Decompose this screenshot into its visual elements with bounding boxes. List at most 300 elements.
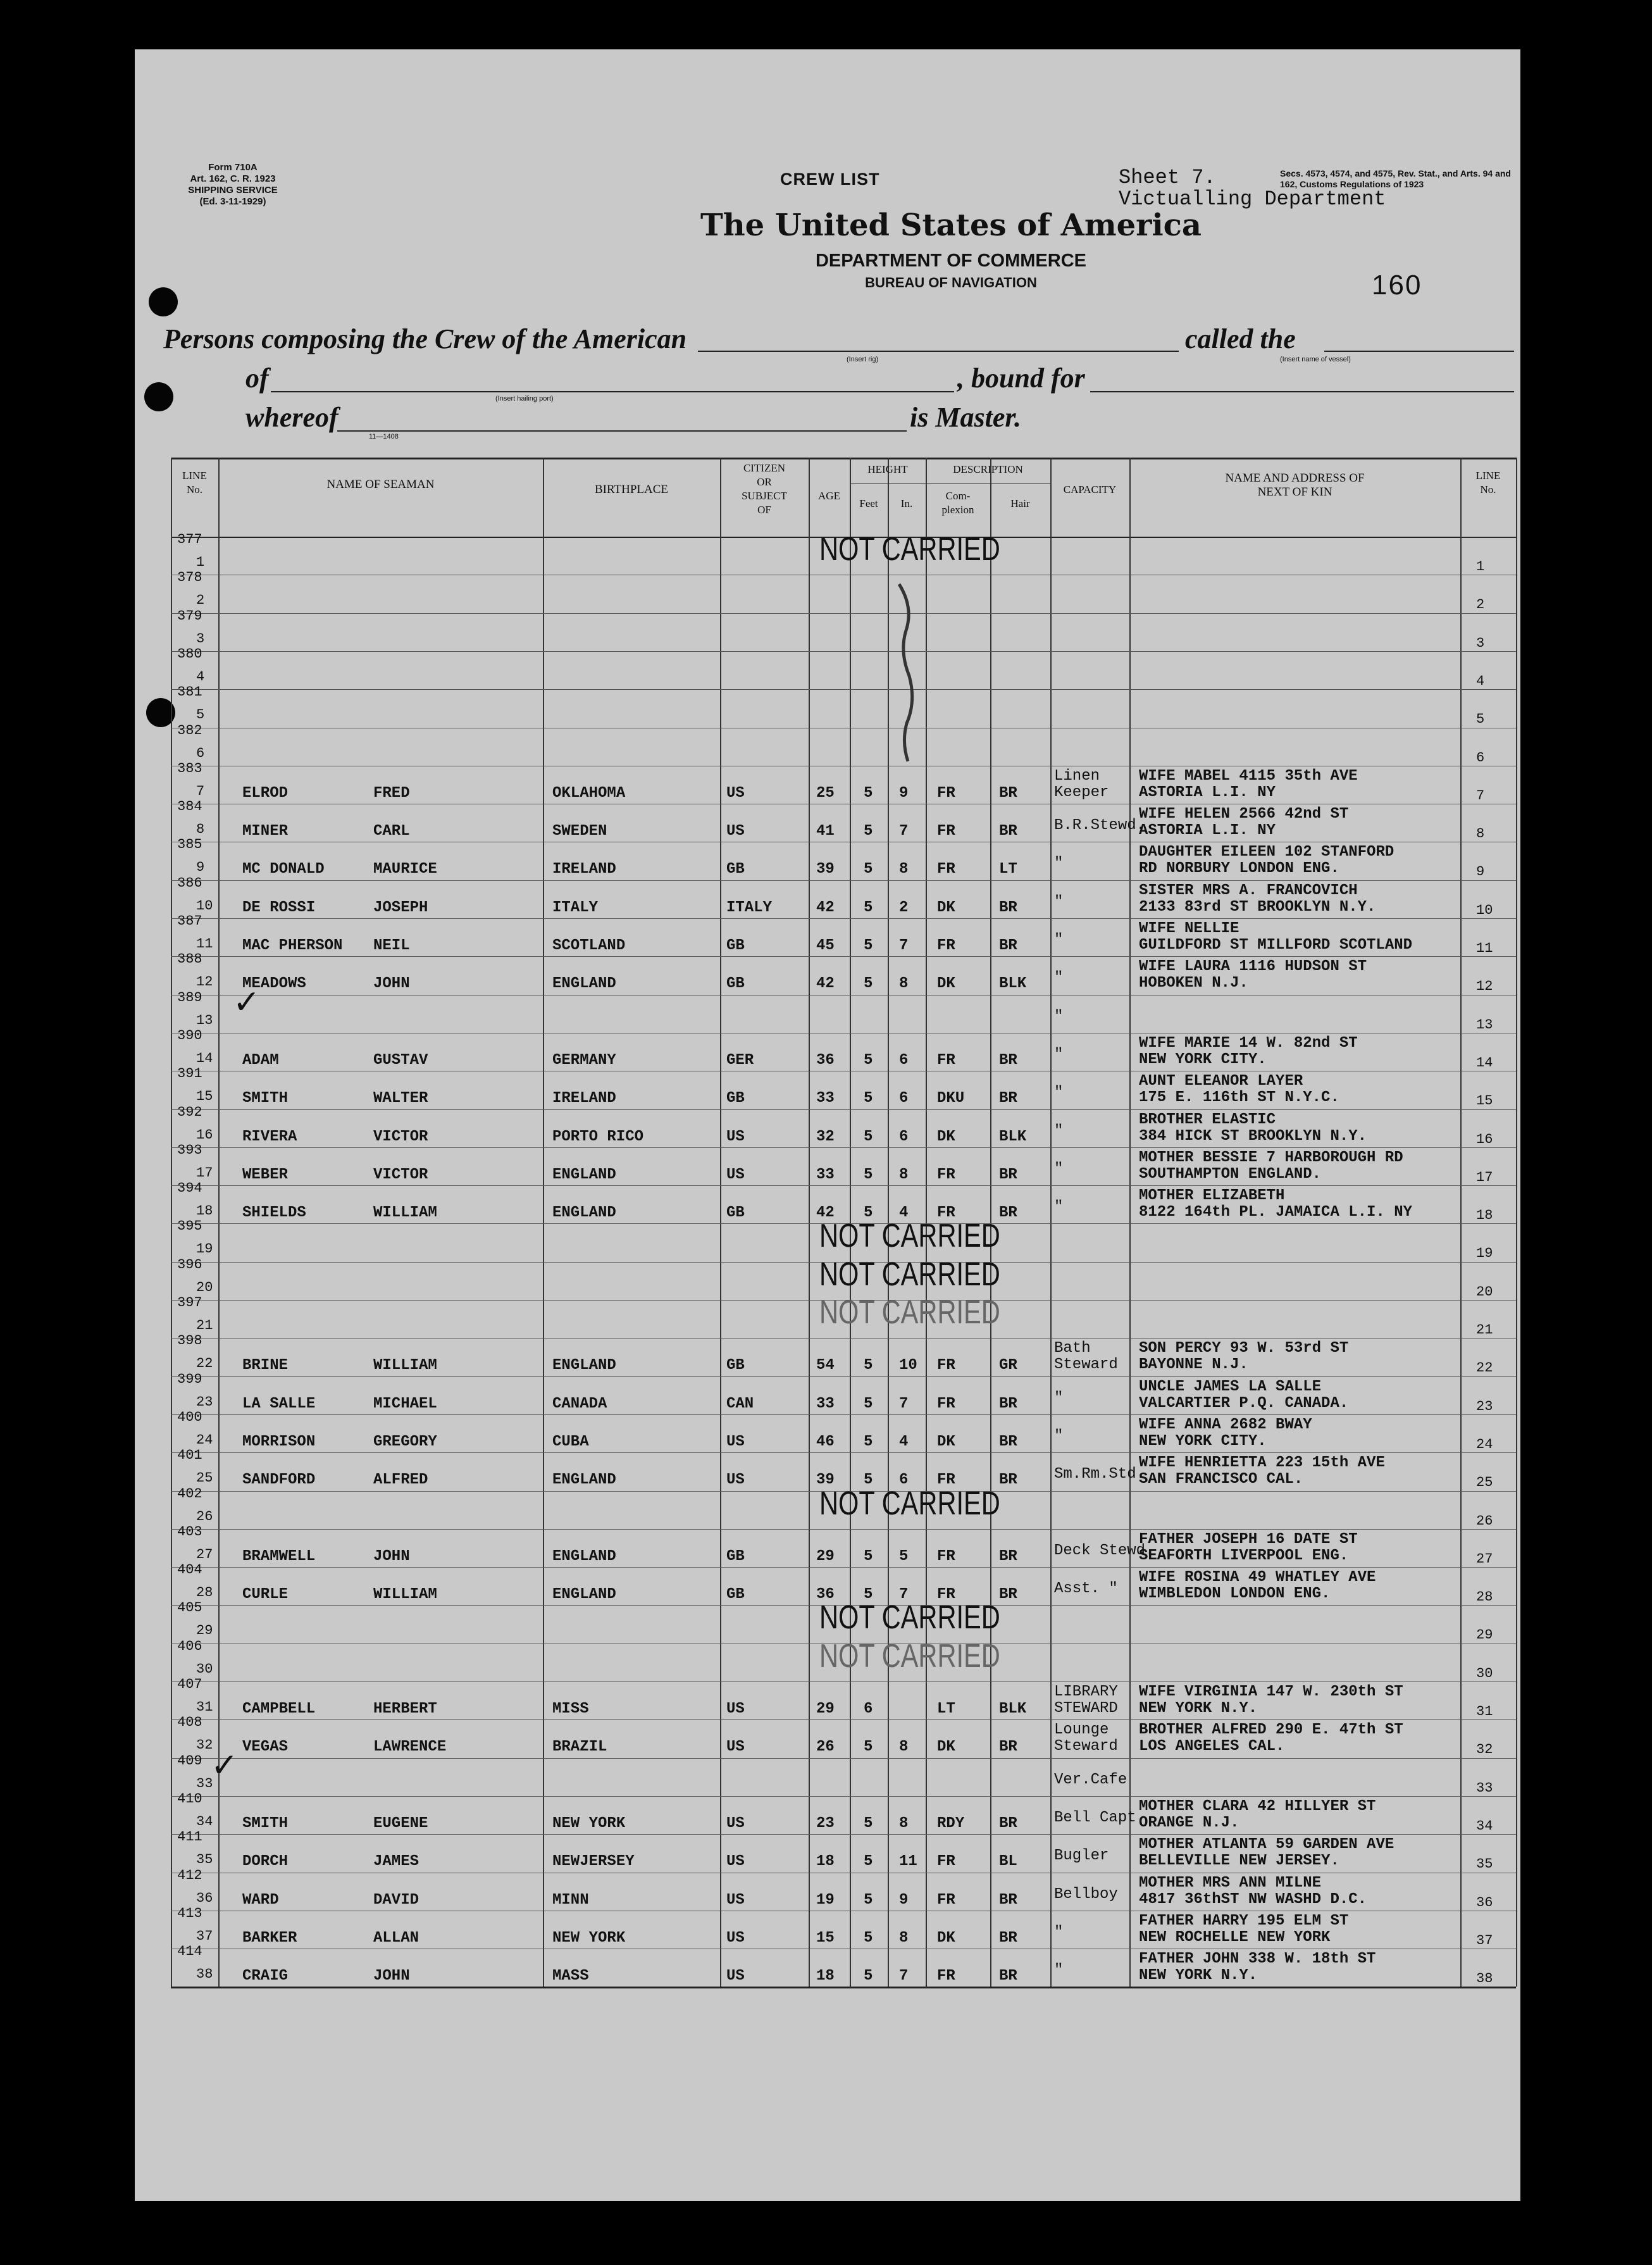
next-of-kin-address: 384 HICK ST BROOKLYN N.Y. — [1139, 1127, 1367, 1145]
height-feet: 5 — [864, 975, 873, 993]
row-rule — [218, 1834, 1460, 1835]
height-feet: 5 — [864, 1471, 873, 1489]
line-number-right: 32 — [1476, 1742, 1493, 1758]
capacity: " — [1054, 1427, 1064, 1445]
seaman-surname: MC DONALD — [242, 861, 325, 878]
line-number-right: 20 — [1476, 1283, 1493, 1300]
row-rule — [1460, 1414, 1516, 1415]
complexion: FR — [937, 1051, 955, 1069]
hair-color: BR — [999, 1433, 1017, 1451]
row-rule — [218, 918, 1460, 919]
seaman-surname: SMITH — [242, 1090, 289, 1108]
sheet-number: Sheet 7. — [1119, 166, 1216, 189]
birthplace: ITALY — [552, 899, 599, 916]
rig-hint: (Insert rig) — [847, 356, 879, 363]
hair-color: BLK — [999, 1700, 1027, 1718]
citizenship: US — [726, 1814, 745, 1832]
complexion: FR — [937, 937, 955, 954]
serial-number: 408 — [177, 1714, 202, 1731]
next-of-kin-address: NEW YORK N.Y. — [1139, 1967, 1258, 1985]
hair-color: BL — [999, 1853, 1017, 1871]
citizenship: GB — [726, 1090, 745, 1108]
birthplace: CUBA — [552, 1433, 589, 1451]
line-number: 19 — [196, 1241, 213, 1257]
row-rule — [1460, 1719, 1516, 1720]
line-number-right: 13 — [1476, 1016, 1493, 1033]
citizenship: US — [726, 823, 745, 840]
next-of-kin-address: BELLEVILLE NEW JERSEY. — [1139, 1852, 1339, 1870]
capacity: Asst. " — [1054, 1580, 1118, 1598]
line-number-right: 31 — [1476, 1704, 1493, 1719]
birthplace: CANADA — [552, 1395, 607, 1413]
next-of-kin-name: FATHER JOHN 338 W. 18th ST — [1139, 1950, 1376, 1968]
rig-field — [698, 351, 1179, 352]
age: 39 — [816, 861, 835, 878]
form-identifier: Form 710A Art. 162, C. R. 1923 SHIPPING SERVICE (Ed. 3-11-1929) — [188, 162, 278, 207]
row-rule — [1460, 956, 1516, 957]
height-feet: 6 — [864, 1700, 873, 1718]
next-of-kin-name: FATHER HARRY 195 ELM ST — [1139, 1912, 1349, 1930]
age: 18 — [816, 1853, 835, 1871]
height-inches: 4 — [899, 1204, 909, 1222]
line-number-right: 28 — [1476, 1589, 1493, 1606]
line-number: 34 — [196, 1813, 213, 1830]
seaman-surname: RIVERA — [242, 1128, 297, 1145]
hailing-port-field — [271, 391, 954, 392]
not-carried-stamp: NOT CARRIED — [819, 531, 1000, 568]
height-feet: 5 — [864, 1891, 873, 1909]
next-of-kin-address: NEW YORK CITY. — [1139, 1432, 1267, 1450]
citizenship: CAN — [726, 1395, 754, 1413]
next-of-kin-address: LOS ANGELES CAL. — [1139, 1738, 1285, 1756]
hair-color: LT — [999, 861, 1017, 878]
complexion: FR — [937, 1586, 955, 1604]
next-of-kin-name: WIFE MARIE 14 W. 82nd ST — [1139, 1034, 1358, 1052]
serial-number: 400 — [177, 1409, 202, 1425]
next-of-kin-name: AUNT ELEANOR LAYER — [1139, 1073, 1303, 1090]
complexion: RDY — [937, 1814, 965, 1832]
citizenship: US — [726, 1471, 745, 1489]
row-rule — [218, 1567, 1460, 1568]
line-number-right: 8 — [1476, 826, 1485, 842]
height-inches: 7 — [899, 1968, 909, 1985]
hair-color: BR — [999, 1204, 1017, 1222]
seaman-given-name: JOHN — [373, 975, 410, 993]
department-title: DEPARTMENT OF COMMERCE — [815, 251, 1086, 271]
seaman-given-name: MAURICE — [373, 861, 437, 878]
seaman-given-name: JOHN — [373, 1968, 410, 1985]
age: 18 — [816, 1968, 835, 1985]
height-feet: 5 — [864, 899, 873, 916]
hair-color: BR — [999, 1395, 1017, 1413]
next-of-kin-address: SAN FRANCISCO CAL. — [1139, 1471, 1303, 1488]
line-number: 7 — [196, 783, 205, 799]
seaman-surname: MAC PHERSON — [242, 937, 343, 954]
birthplace: SWEDEN — [552, 823, 607, 840]
complexion: DK — [937, 1738, 955, 1756]
seaman-surname: ELROD — [242, 784, 289, 802]
seaman-surname: WEBER — [242, 1166, 289, 1183]
line-number: 4 — [196, 668, 205, 685]
seaman-given-name: EUGENE — [373, 1814, 428, 1832]
row-rule — [218, 956, 1460, 957]
seaman-surname: CURLE — [242, 1586, 289, 1604]
serial-number: 404 — [177, 1562, 202, 1578]
capacity: Bell Capt — [1054, 1809, 1136, 1826]
line-number: 25 — [196, 1470, 213, 1487]
row-rule — [1460, 1223, 1516, 1224]
complexion: FR — [937, 1471, 955, 1489]
next-of-kin-address: VALCARTIER P.Q. CANADA. — [1139, 1394, 1349, 1412]
next-of-kin-address: 4817 36thST NW WASHD D.C. — [1139, 1890, 1367, 1908]
line-number: 36 — [196, 1890, 213, 1906]
line-number-right: 27 — [1476, 1551, 1493, 1567]
age: 42 — [816, 975, 835, 993]
line-number-right: 19 — [1476, 1245, 1493, 1262]
serial-number: 401 — [177, 1447, 202, 1464]
row-rule — [1460, 1185, 1516, 1186]
hair-color: BR — [999, 1166, 1017, 1183]
seaman-surname: MINER — [242, 823, 289, 840]
line-number: 23 — [196, 1394, 213, 1410]
line-number: 12 — [196, 974, 213, 990]
row-rule — [1460, 1376, 1516, 1377]
citizenship: US — [726, 1700, 745, 1718]
next-of-kin-address: GUILDFORD ST MILLFORD SCOTLAND — [1139, 937, 1413, 954]
serial-number: 380 — [177, 646, 202, 662]
col-age: AGE — [818, 490, 840, 502]
birthplace: OKLAHOMA — [552, 784, 626, 802]
seaman-given-name: WILLIAM — [373, 1204, 437, 1222]
line-number: 9 — [196, 859, 205, 876]
birthplace: GERMANY — [552, 1051, 616, 1069]
line-number-right: 9 — [1476, 864, 1485, 880]
hair-color: BR — [999, 1586, 1017, 1604]
height-inches: 7 — [899, 1395, 909, 1413]
line-number: 31 — [196, 1699, 213, 1715]
row-rule — [218, 1452, 1460, 1453]
capacity: " — [1054, 970, 1064, 987]
next-of-kin-name: MOTHER ATLANTA 59 GARDEN AVE — [1139, 1836, 1394, 1854]
complexion: FR — [937, 823, 955, 840]
capacity: " — [1054, 1199, 1064, 1216]
citizenship: US — [726, 1738, 745, 1756]
height-inches: 7 — [899, 937, 909, 954]
citizenship: GB — [726, 1547, 745, 1565]
seaman-given-name: HERBERT — [373, 1700, 437, 1718]
hair-color: BLK — [999, 1128, 1027, 1145]
citizenship: US — [726, 1433, 745, 1451]
row-rule — [1460, 1529, 1516, 1530]
check-mark: ✓ — [211, 1746, 239, 1785]
destination-field — [1090, 391, 1514, 392]
next-of-kin-address: SOUTHAMPTON ENGLAND. — [1139, 1165, 1322, 1183]
age: 36 — [816, 1051, 835, 1069]
row-rule — [1460, 1452, 1516, 1453]
row-rule — [218, 613, 1460, 614]
next-of-kin-name: WIFE HENRIETTA 223 15th AVE — [1139, 1454, 1385, 1472]
called-the-label: called the — [1185, 323, 1296, 354]
height-inches: 6 — [899, 1090, 909, 1108]
serial-number: 385 — [177, 837, 202, 853]
age: 42 — [816, 1204, 835, 1222]
capacity: Linen Keeper — [1054, 767, 1109, 801]
row-rule — [218, 880, 1460, 881]
line-number: 29 — [196, 1623, 213, 1639]
height-feet: 5 — [864, 1051, 873, 1069]
citizenship: GB — [726, 1586, 745, 1604]
serial-number: 394 — [177, 1180, 202, 1197]
birthplace: ENGLAND — [552, 1357, 616, 1375]
capacity: Sm.Rm.Std. — [1054, 1466, 1146, 1483]
capacity: " — [1054, 1122, 1064, 1140]
master-field — [337, 430, 907, 432]
vessel-hint: (Insert name of vessel) — [1280, 356, 1351, 363]
serial-number: 390 — [177, 1027, 202, 1044]
hair-color: BR — [999, 1090, 1017, 1108]
row-rule — [1460, 613, 1516, 614]
line-number-right: 35 — [1476, 1856, 1493, 1873]
row-rule — [1460, 1567, 1516, 1568]
next-of-kin-address: WIMBLEDON LONDON ENG. — [1139, 1585, 1331, 1603]
capacity: Deck Stewd. — [1054, 1542, 1155, 1559]
serial-number: 389 — [177, 989, 202, 1006]
age: 36 — [816, 1586, 835, 1604]
serial-number: 393 — [177, 1142, 202, 1158]
row-rule — [1460, 1109, 1516, 1110]
line-number-right: 29 — [1476, 1627, 1493, 1644]
serial-number: 387 — [177, 913, 202, 929]
line-number-right: 22 — [1476, 1360, 1493, 1376]
complexion: FR — [937, 1968, 955, 1985]
complexion: FR — [937, 1357, 955, 1375]
statute-reference: Secs. 4573, 4574, and 4575, Rev. Stat., and Arts. 94 and 162, Customs Regulations of 1923 — [1280, 168, 1511, 189]
height-feet: 5 — [864, 1395, 873, 1413]
capacity: " — [1054, 1045, 1064, 1063]
seaman-given-name: FRED — [373, 784, 410, 802]
capacity: " — [1054, 855, 1064, 873]
age: 15 — [816, 1929, 835, 1947]
height-inches: 9 — [899, 1891, 909, 1909]
citizenship: US — [726, 1929, 745, 1947]
next-of-kin-name: MOTHER ELIZABETH — [1139, 1187, 1285, 1205]
complexion: FR — [937, 1166, 955, 1183]
next-of-kin-address: 8122 164th PL. JAMAICA L.I. NY — [1139, 1204, 1413, 1221]
citizenship: US — [726, 1891, 745, 1909]
height-feet: 5 — [864, 1090, 873, 1108]
capacity: B.R.Stewd. — [1054, 817, 1146, 835]
punch-hole — [144, 382, 173, 411]
bureau-title: BUREAU OF NAVIGATION — [865, 275, 1037, 290]
seaman-surname: BRAMWELL — [242, 1547, 316, 1565]
capacity: " — [1054, 1923, 1064, 1941]
seaman-surname: SANDFORD — [242, 1471, 316, 1489]
serial-number: 411 — [177, 1829, 202, 1845]
height-feet: 5 — [864, 861, 873, 878]
serial-number: 386 — [177, 875, 202, 891]
height-inches: 8 — [899, 975, 909, 993]
description-subrule — [926, 483, 1050, 484]
serial-number: 378 — [177, 570, 202, 586]
hair-color: GR — [999, 1357, 1017, 1375]
line-number-right: 33 — [1476, 1780, 1493, 1796]
ditto-wavy-line — [888, 581, 926, 764]
not-carried-stamp: NOT CARRIED — [819, 1218, 1000, 1255]
row-rule — [218, 1414, 1460, 1415]
citizenship: US — [726, 784, 745, 802]
line-number-right: 26 — [1476, 1513, 1493, 1529]
birthplace: ENGLAND — [552, 1471, 616, 1489]
age: 46 — [816, 1433, 835, 1451]
height-inches: 7 — [899, 823, 909, 840]
serial-number: 398 — [177, 1333, 202, 1349]
capacity: " — [1054, 893, 1064, 911]
hair-color: BR — [999, 1547, 1017, 1565]
seaman-surname: SMITH — [242, 1814, 289, 1832]
complexion: DK — [937, 1433, 955, 1451]
line-number: 14 — [196, 1050, 213, 1066]
complexion: DK — [937, 1128, 955, 1145]
capacity: Bath Steward — [1054, 1340, 1118, 1374]
next-of-kin-name: MOTHER MRS ANN MILNE — [1139, 1874, 1322, 1892]
seaman-surname: BARKER — [242, 1929, 297, 1947]
next-of-kin-address: NEW YORK N.Y. — [1139, 1700, 1258, 1717]
seaman-given-name: DAVID — [373, 1891, 419, 1909]
seaman-given-name: WALTER — [373, 1090, 428, 1108]
row-rule — [1460, 1262, 1516, 1263]
intro-line-2: of — [245, 363, 269, 394]
line-number-right: 4 — [1476, 673, 1485, 689]
seaman-given-name: VICTOR — [373, 1166, 428, 1183]
citizenship: GER — [726, 1051, 754, 1069]
age: 26 — [816, 1738, 835, 1756]
line-number: 30 — [196, 1661, 213, 1677]
capacity: Bugler — [1054, 1847, 1109, 1865]
capacity: " — [1054, 1389, 1064, 1407]
line-number: 32 — [196, 1737, 213, 1754]
age: 41 — [816, 823, 835, 840]
next-of-kin-address: HOBOKEN N.J. — [1139, 975, 1248, 992]
age: 45 — [816, 937, 835, 954]
serial-number: 379 — [177, 608, 202, 624]
complexion: FR — [937, 861, 955, 878]
hair-color: BR — [999, 1738, 1017, 1756]
serial-number: 381 — [177, 684, 202, 701]
complexion: DK — [937, 899, 955, 916]
height-feet: 5 — [864, 823, 873, 840]
birthplace: MASS — [552, 1968, 589, 1985]
row-rule — [1460, 1605, 1516, 1606]
line-number: 21 — [196, 1318, 213, 1333]
crew-list-document — [135, 49, 1520, 2201]
line-number-right: 21 — [1476, 1322, 1493, 1338]
citizenship: GB — [726, 975, 745, 993]
next-of-kin-name: WIFE VIRGINIA 147 W. 230th ST — [1139, 1683, 1403, 1700]
col-feet: Feet — [859, 497, 878, 509]
line-number-right: 5 — [1476, 711, 1485, 728]
line-number-right: 10 — [1476, 902, 1493, 918]
height-inches: 8 — [899, 1166, 909, 1183]
hair-color: BR — [999, 1814, 1017, 1832]
col-inches: In. — [900, 497, 913, 509]
line-number: 26 — [196, 1508, 213, 1525]
line-number-right: 18 — [1476, 1207, 1493, 1224]
line-number-right: 6 — [1476, 749, 1485, 766]
age: 32 — [816, 1128, 835, 1145]
line-number-right: 23 — [1476, 1398, 1493, 1414]
serial-number: 402 — [177, 1485, 202, 1502]
birthplace: ENGLAND — [552, 1547, 616, 1565]
line-number: 17 — [196, 1164, 213, 1181]
col-capacity: CAPACITY — [1063, 484, 1117, 496]
line-number-right: 2 — [1476, 597, 1485, 613]
serial-number: 383 — [177, 760, 202, 777]
complexion: DK — [937, 975, 955, 993]
row-rule — [218, 689, 1460, 690]
age: 29 — [816, 1700, 835, 1718]
line-number: 20 — [196, 1279, 213, 1295]
citizenship: US — [726, 1128, 745, 1145]
row-rule — [218, 1185, 1460, 1186]
serial-number: 377 — [177, 532, 202, 547]
line-number: 15 — [196, 1089, 213, 1105]
height-feet: 5 — [864, 1853, 873, 1871]
citizenship: ITALY — [726, 899, 773, 916]
next-of-kin-address: BAYONNE N.J. — [1139, 1356, 1248, 1374]
seaman-given-name: CARL — [373, 823, 410, 840]
next-of-kin-name: SISTER MRS A. FRANCOVICH — [1139, 882, 1358, 899]
line-number: 1 — [196, 554, 205, 570]
birthplace: BRAZIL — [552, 1738, 607, 1756]
seaman-surname: CRAIG — [242, 1968, 289, 1985]
seaman-given-name: NEIL — [373, 937, 410, 954]
capacity: " — [1054, 1962, 1064, 1980]
col-line-no-right: LINE No. — [1475, 470, 1501, 496]
height-feet: 5 — [864, 937, 873, 954]
seaman-given-name: GUSTAV — [373, 1051, 428, 1069]
height-feet: 5 — [864, 1128, 873, 1145]
next-of-kin-name: UNCLE JAMES LA SALLE — [1139, 1378, 1322, 1395]
next-of-kin-name: BROTHER ELASTIC — [1139, 1111, 1276, 1128]
col-birthplace: BIRTHPLACE — [594, 483, 669, 496]
citizenship: GB — [726, 861, 745, 878]
next-of-kin-name: MOTHER CLARA 42 HILLYER ST — [1139, 1797, 1376, 1815]
col-hair: Hair — [1010, 497, 1030, 509]
row-rule — [1460, 1758, 1516, 1759]
citizenship: US — [726, 1968, 745, 1985]
line-number: 28 — [196, 1585, 213, 1601]
birthplace: NEWJERSEY — [552, 1853, 635, 1871]
next-of-kin-name: WIFE MABEL 4115 35th AVE — [1139, 767, 1358, 785]
next-of-kin-address: 175 E. 116th ST N.Y.C. — [1139, 1089, 1339, 1107]
capacity: " — [1054, 1084, 1064, 1102]
col-description: DESCRIPTION — [953, 463, 1023, 475]
next-of-kin-name: FATHER JOSEPH 16 DATE ST — [1139, 1530, 1358, 1548]
height-inches: 7 — [899, 1586, 909, 1604]
line-number: 35 — [196, 1852, 213, 1868]
row-rule — [1460, 918, 1516, 919]
serial-number: 399 — [177, 1371, 202, 1387]
line-number: 5 — [196, 707, 205, 723]
birthplace: IRELAND — [552, 861, 616, 878]
seaman-given-name: JAMES — [373, 1853, 419, 1871]
line-number: 18 — [196, 1203, 213, 1220]
seaman-given-name: WILLIAM — [373, 1357, 437, 1375]
row-rule — [1460, 1300, 1516, 1301]
next-of-kin-address: ORANGE N.J. — [1139, 1814, 1239, 1831]
not-carried-stamp: NOT CARRIED — [819, 1256, 1000, 1293]
row-rule — [1460, 651, 1516, 652]
